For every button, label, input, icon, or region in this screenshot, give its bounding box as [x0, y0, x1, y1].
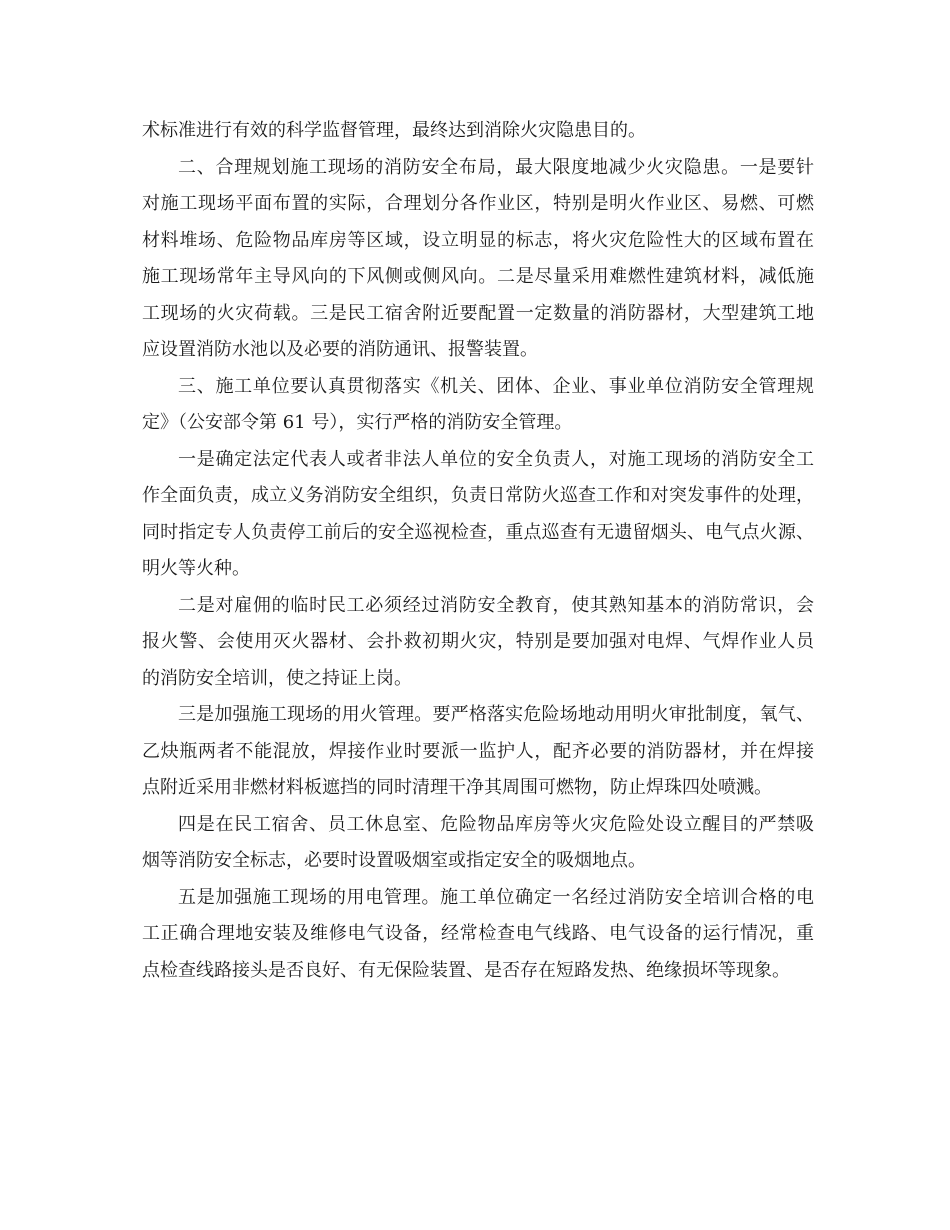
text-line: 应设置消防水池以及必要的消防通讯、报警装置。 [142, 339, 538, 360]
text-line: 作全面负责，成立义务消防安全组织，负责日常防火巡查工作和对突发事件的处理， [142, 485, 814, 506]
text-line: 对施工现场平面布置的实际，合理划分各作业区，特别是明火作业区、易燃、可燃 [142, 193, 814, 214]
text-line: 四是在民工宿舍、员工休息室、危险物品库房等火灾危险处设立醒目的严禁吸 [178, 813, 814, 835]
text-line: 五是加强施工现场的用电管理。施工单位确定一名经过消防安全培训合格的电 [178, 886, 814, 908]
text-line: 明火等火种。 [142, 558, 250, 579]
text-line: 乙炔瓶两者不能混放，焊接作业时要派一监护人，配齐必要的消防器材，并在焊接 [142, 740, 814, 762]
text-line: 三、施工单位要认真贯彻落实《机关、团体、企业、事业单位消防安全管理规 [178, 375, 814, 397]
body-text [142, 113, 814, 989]
text-line: 烟等消防安全标志，必要时设置吸烟室或指定安全的吸烟地点。 [142, 850, 646, 871]
text-line: 报火警、会使用灭火器材、会扑救初期火灾，特别是要加强对电焊、气焊作业人员 [142, 631, 814, 652]
text-line: 工正确合理地安装及维修电气设备，经常检查电气线路、电气设备的运行情况，重 [142, 923, 814, 944]
text-line: 材料堆场、危险物品库房等区域，设立明显的标志，将火灾危险性大的区域布置在 [142, 229, 814, 251]
text-line: 一是确定法定代表人或者非法人单位的安全负责人，对施工现场的消防安全工 [178, 448, 814, 470]
text-line: 三是加强施工现场的用火管理。要严格落实危险场地动用明火审批制度，氧气、 [178, 704, 814, 725]
text-line: 同时指定专人负责停工前后的安全巡视检查，重点巡查有无遗留烟头、电气点火源、 [142, 521, 814, 543]
text-line: 定》（公安部令第 61 号），实行严格的消防安全管理。 [142, 412, 573, 433]
text-line: 工现场的火灾荷载。三是民工宿舍附近要配置一定数量的消防器材，大型建筑工地 [142, 302, 814, 324]
text-line: 的消防安全培训，使之持证上岗。 [142, 667, 412, 689]
text-line: 点附近采用非燃材料板遮挡的同时清理干净其周围可燃物，防止焊珠四处喷溅。 [142, 777, 772, 798]
text-line: 二是对雇佣的临时民工必须经过消防安全教育，使其熟知基本的消防常识，会 [178, 594, 814, 616]
text-line: 二、合理规划施工现场的消防安全布局，最大限度地减少火灾隐患。一是要针 [178, 156, 814, 178]
text-line: 施工现场常年主导风向的下风侧或侧风向。二是尽量采用难燃性建筑材料，减低施 [142, 266, 814, 287]
text-line: 术标准进行有效的科学监督管理，最终达到消除火灾隐患目的。 [142, 120, 646, 141]
text-line: 点检查线路接头是否良好、有无保险装置、是否存在短路发热、绝缘损坏等现象。 [142, 959, 790, 981]
